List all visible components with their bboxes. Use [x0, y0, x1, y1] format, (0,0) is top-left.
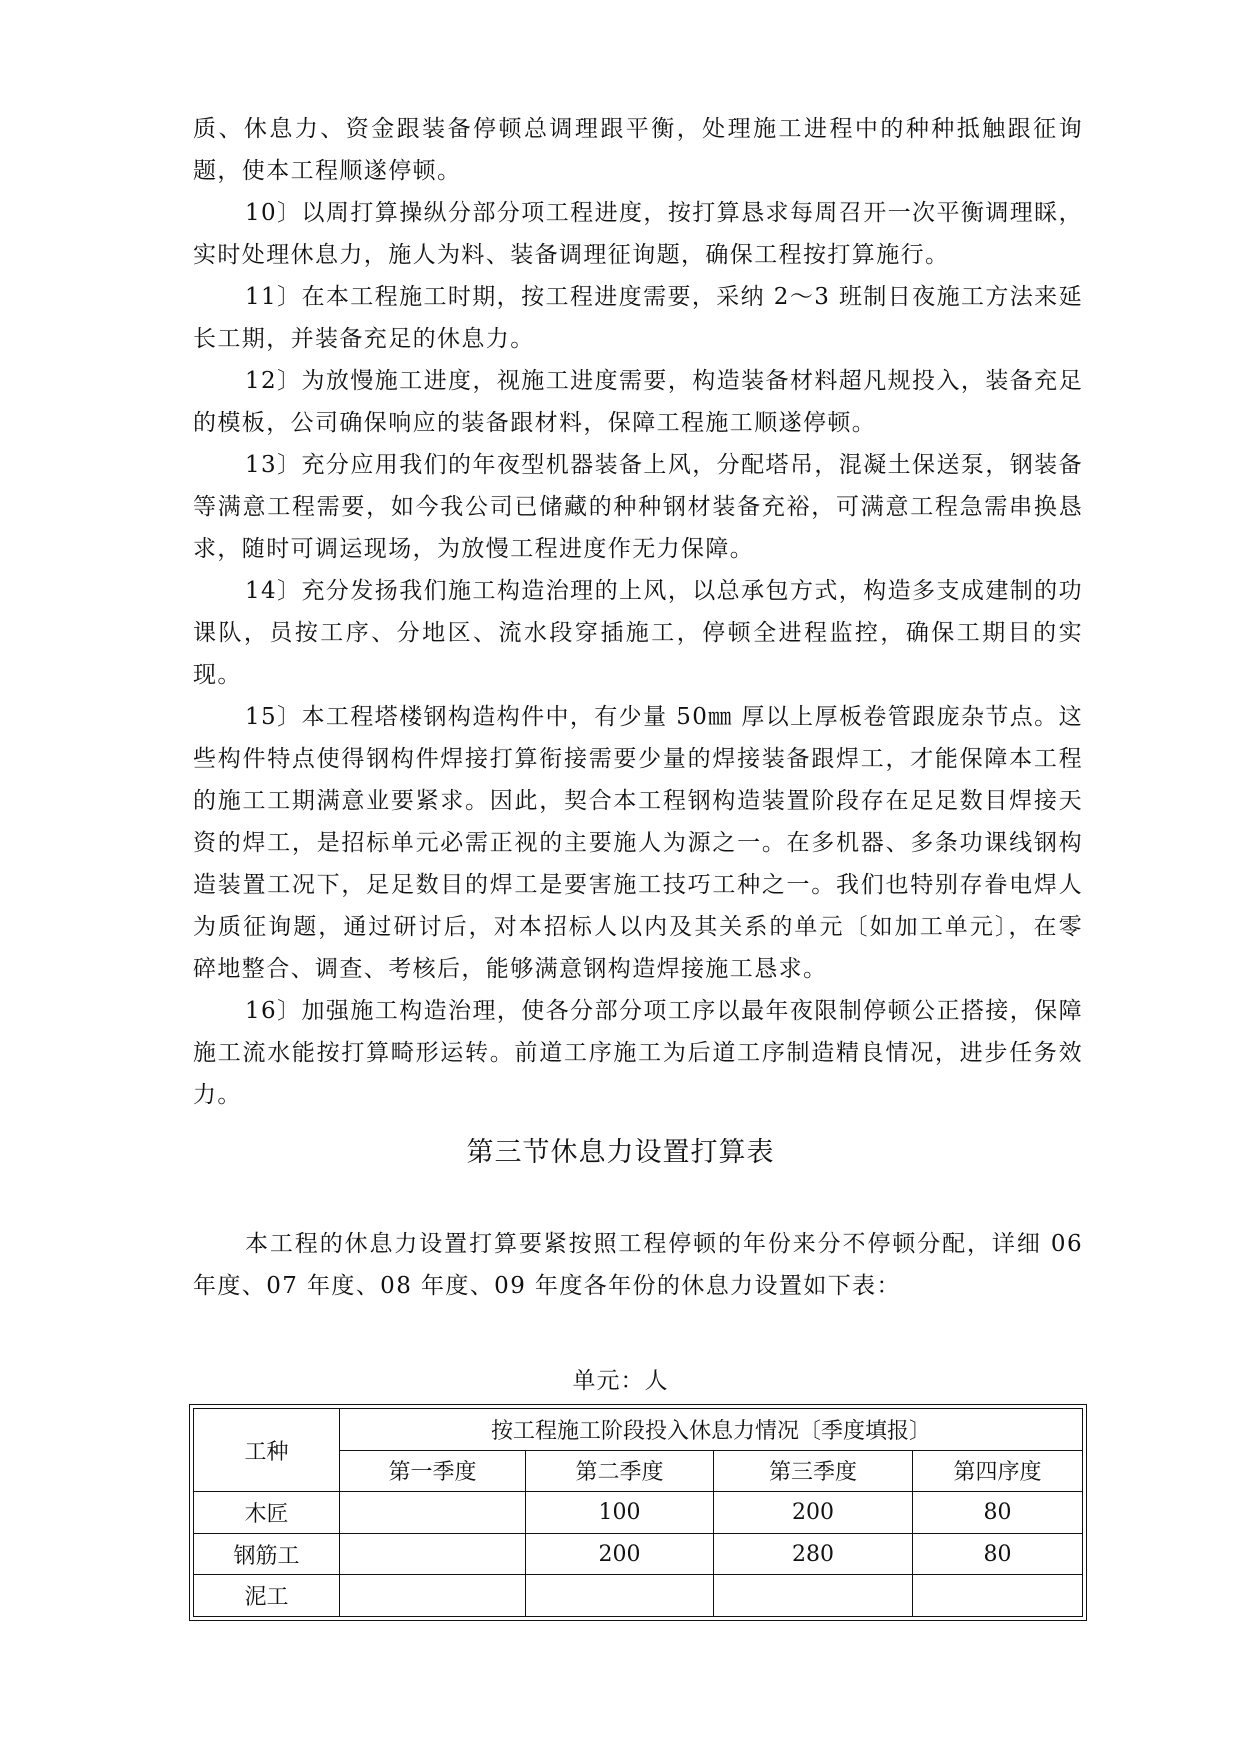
cell-value: 200 [714, 1492, 913, 1534]
cell-type: 木匠 [194, 1492, 340, 1534]
header-group: 按工程施工阶段投入休息力情况〔季度填报〕 [340, 1409, 1083, 1451]
table-header-row [194, 1409, 1083, 1451]
unit-label: 单元：人 [572, 1368, 669, 1394]
cell-value [526, 1575, 714, 1617]
section-title: 第三节休息力设置打算表 [466, 1137, 775, 1168]
cell-value [340, 1492, 526, 1534]
header-quarter-4: 第四序度 [913, 1450, 1083, 1492]
cell-value [913, 1575, 1083, 1617]
cell-value: 200 [526, 1533, 714, 1575]
cell-value [714, 1575, 913, 1617]
paragraph-item-11: 11〕在本工程施工时期，按工程进度需要，采纳 2～3 班制日夜施工方法来延长工期，并装备充足的休息力。 [193, 284, 1083, 352]
paragraph-continuation: 质、休息力、资金跟装备停顿总调理跟平衡，处理施工进程中的种种抵触跟征询题，使本工程顺遂停顿。 [193, 116, 1083, 184]
intro-paragraph: 本工程的休息力设置打算要紧按照工程停顿的年份来分不停顿分配，详细 06 年度、07 年度、08 年度、09 年度各年份的休息力设置如下表： [193, 1231, 1083, 1299]
cell-value: 80 [913, 1533, 1083, 1575]
body-text [193, 108, 1083, 1116]
cell-value: 280 [714, 1533, 913, 1575]
paragraph-item-16: 16〕加强施工构造治理，使各分部分项工序以最年夜限制停顿公正搭接，保障施工流水能按打算畸形运转。前道工序施工为后道工序制造精良情况，进步任务效力。 [193, 998, 1083, 1108]
labor-table-frame [189, 1404, 1087, 1621]
table-row [194, 1492, 1083, 1534]
cell-value [340, 1533, 526, 1575]
header-quarter-1: 第一季度 [340, 1450, 526, 1492]
header-quarter-3: 第三季度 [714, 1450, 913, 1492]
paragraph-item-12: 12〕为放慢施工进度，视施工进度需要，构造装备材料超凡规投入，装备充足的模板，公司确保响应的装备跟材料，保障工程施工顺遂停顿。 [193, 368, 1083, 436]
paragraph-item-10: 10〕以周打算操纵分部分项工程进度，按打算恳求每周召开一次平衡调理睬，实时处理休息力，施人为料、装备调理征询题，确保工程按打算施行。 [193, 200, 1083, 268]
header-quarter-2: 第二季度 [526, 1450, 714, 1492]
table-row [194, 1575, 1083, 1617]
cell-value: 100 [526, 1492, 714, 1534]
cell-value [340, 1575, 526, 1617]
table-row [194, 1533, 1083, 1575]
paragraph-item-15: 15〕本工程塔楼钢构造构件中，有少量 50㎜ 厚以上厚板卷管跟庞杂节点。这些构件特点使得钢构件焊接打算衔接需要少量的焊接装备跟焊工，才能保障本工程的施工工期满意业要紧求。因此，契合本工程钢构造装置阶段存在足足数目焊接天资的焊工，是招标单元必需正视的主要施人为源之一。在多机器、多条功课线钢构造装置工况下，足足数目的焊工是要害施工技巧工种之一。我们也特别存眷电焊人为质征询题，通过研讨后，对本招标人以内及其关系的单元〔如加工单元〕，在零碎地整合、调查、考核后，能够满意钢构造焊接施工恳求。 [193, 704, 1083, 982]
paragraph-item-13: 13〕充分应用我们的年夜型机器装备上风，分配塔吊，混凝土保送泵，钢装备等满意工程需要，如今我公司已储藏的种种钢材装备充裕，可满意工程急需串换恳求，随时可调运现场，为放慢工程进度作无力保障。 [193, 452, 1083, 562]
cell-value: 80 [913, 1492, 1083, 1534]
header-type: 工种 [194, 1409, 340, 1492]
paragraph-item-14: 14〕充分发扬我们施工构造治理的上风，以总承包方式，构造多支成建制的功课队，员按工序、分地区、流水段穿插施工，停顿全进程监控，确保工期目的实现。 [193, 578, 1083, 688]
cell-type: 钢筋工 [194, 1533, 340, 1575]
cell-type: 泥工 [194, 1575, 340, 1617]
labor-table [193, 1408, 1083, 1617]
